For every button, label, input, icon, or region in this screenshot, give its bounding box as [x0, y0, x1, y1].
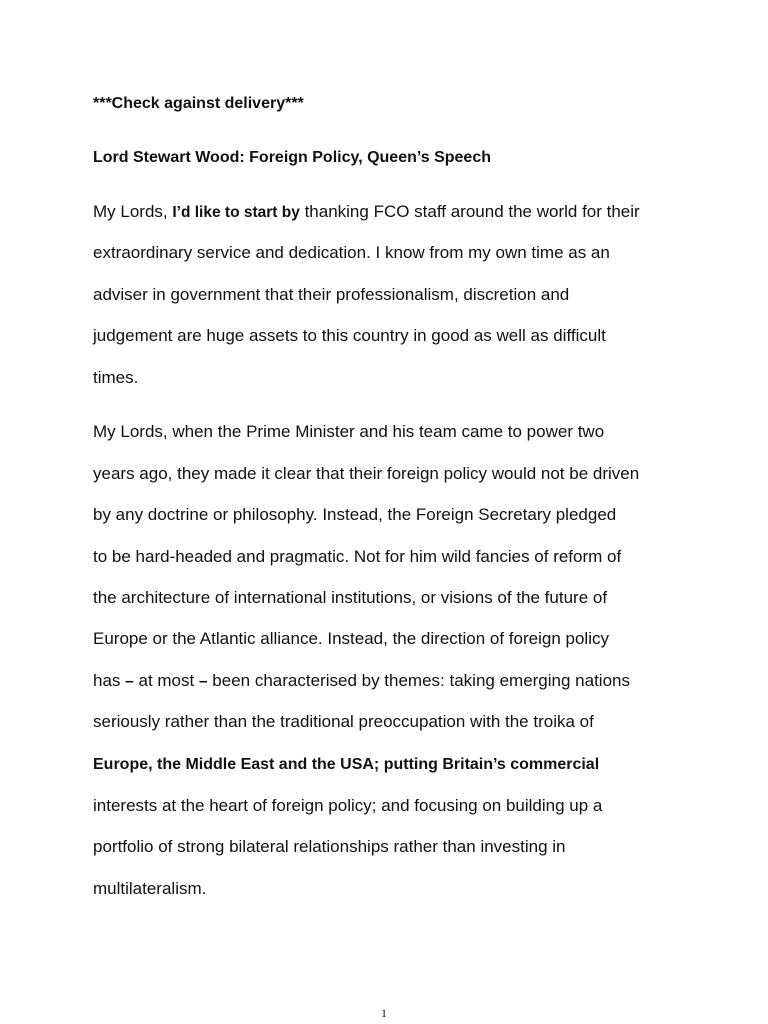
paragraph-1-line-5: times.	[93, 368, 139, 387]
paragraph-2-line-12: multilateralism.	[93, 879, 207, 898]
text-run: has	[93, 671, 126, 690]
paragraph-1-line-4: judgement are huge assets to this country in good as well as difficult	[93, 326, 606, 345]
paragraph-2-line-11: portfolio of strong bilateral relationships rather than investing in	[93, 837, 566, 856]
paragraph-2-line-8: seriously rather than the traditional preoccupation with the troika of	[93, 712, 594, 731]
page-number: 1	[381, 1006, 387, 1020]
paragraph-1-line-3: adviser in government that their professionalism, discretion and	[93, 285, 570, 304]
paragraph-2-line-4: to be hard-headed and pragmatic. Not for him wild fancies of reform of	[93, 547, 622, 566]
text-run: My Lords,	[93, 202, 173, 221]
check-against-delivery-note: ***Check against delivery***	[93, 95, 304, 112]
en-dash: –	[125, 673, 134, 690]
bold-text-run: I’d like to start by	[172, 204, 300, 221]
text-run: been characterised by themes: taking emerging nations	[207, 671, 630, 690]
paragraph-2-line-7	[93, 670, 630, 693]
paragraph-2-line-3: by any doctrine or philosophy. Instead, the Foreign Secretary pledged	[93, 505, 617, 524]
paragraph-2-line-6: Europe or the Atlantic alliance. Instead, the direction of foreign policy	[93, 629, 609, 648]
text-run: at most	[133, 671, 199, 690]
paragraph-2-line-1: My Lords, when the Prime Minister and his team came to power two	[93, 422, 605, 441]
en-dash: –	[198, 673, 208, 690]
paragraph-1-line-1	[93, 201, 640, 224]
paragraph-2-line-10: interests at the heart of foreign policy; and focusing on building up a	[93, 796, 603, 815]
paragraph-1-line-2: extraordinary service and dedication. I know from my own time as an	[93, 243, 610, 262]
paragraph-2-line-2: years ago, they made it clear that their foreign policy would not be driven	[93, 464, 640, 483]
paragraph-2-line-5: the architecture of international institutions, or visions of the future of	[93, 588, 608, 607]
paragraph-2-line-9: Europe, the Middle East and the USA; putting Britain’s commercial	[93, 756, 600, 773]
text-run: thanking FCO staff around the world for their	[299, 202, 640, 221]
document-title: Lord Stewart Wood: Foreign Policy, Queen’s Speech	[93, 149, 491, 166]
